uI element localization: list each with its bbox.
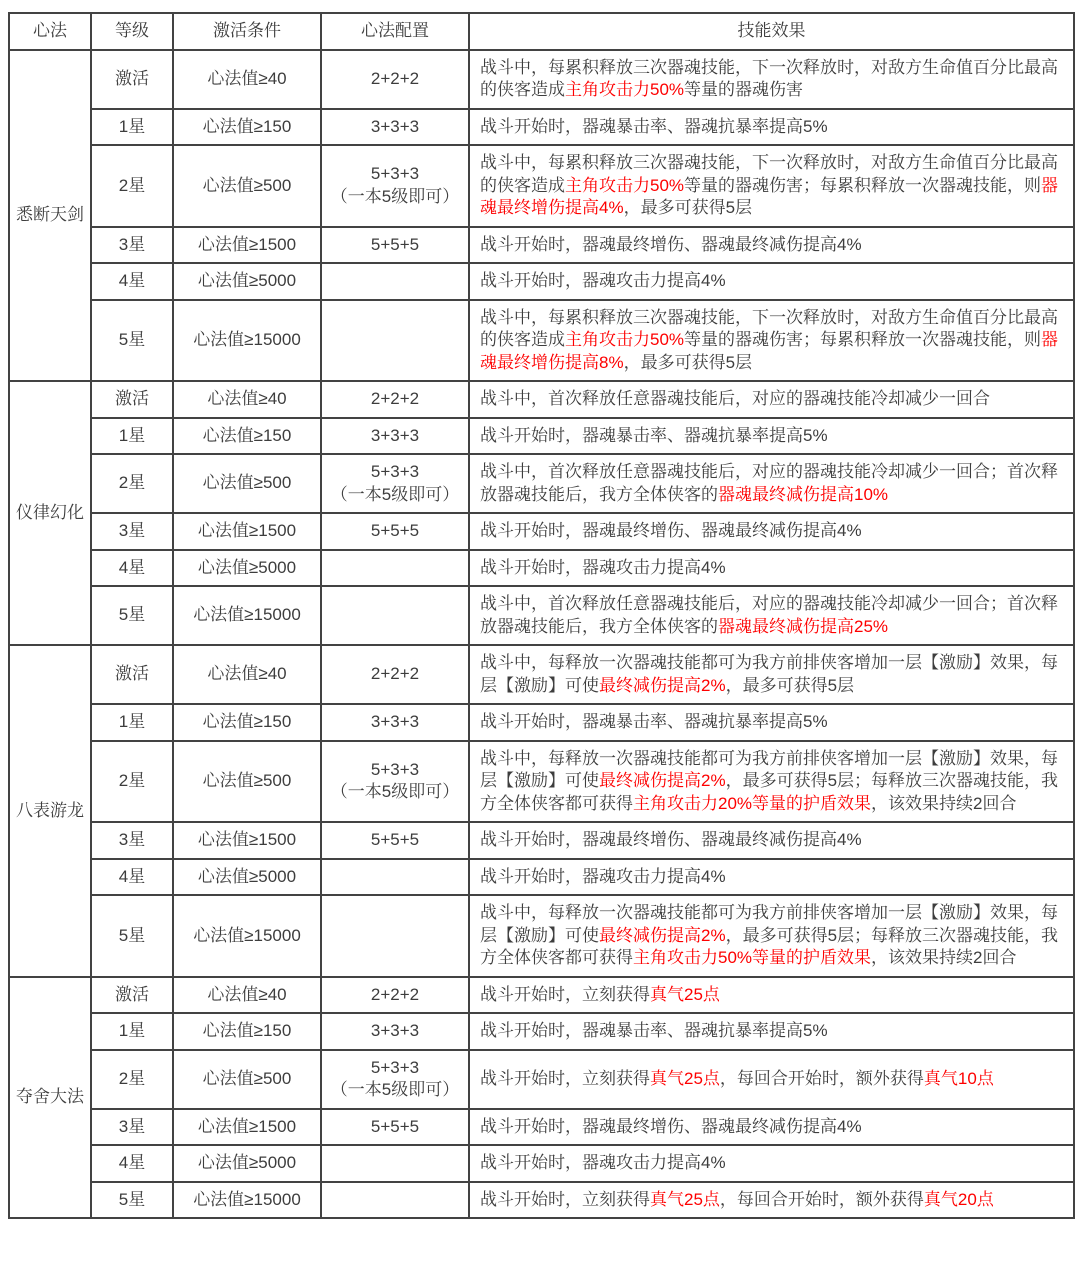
effect-highlight-red: 器魂最终减伤提高10% [718,484,889,504]
level-cell: 激活 [91,381,173,418]
xinfa-config-cell [321,1145,469,1182]
config-line: 5+3+3 [370,164,420,184]
skill-effect-cell [469,418,1074,455]
effect-highlight-red: 器魂最终减伤提高25% [718,616,889,636]
effect-text-segment: 等量的器魂伤害；每累积释放一次器魂技能，则 [684,175,1042,195]
level-cell: 2星 [91,454,173,513]
effect-text-segment: 战斗开始时，立刻获得 [480,984,650,1004]
effect-highlight-red: 主角攻击力50% [565,80,685,99]
activation-condition-cell: 心法值≥5000 [173,1145,321,1182]
effect-text-segment: 战斗中，首次释放任意器魂技能后，对应的器魂技能冷却减少一回合；首次释放器魂技能后，我方全体侠客的 [480,594,1058,636]
effect-text-segment: ，该效果持续2回合 [871,948,1017,967]
xinfa-config-cell [321,1050,469,1109]
effect-text-segment: 战斗开始时，器魂攻击力提高4% [480,1153,726,1172]
table-row [9,227,1074,264]
table-row [9,109,1074,146]
level-cell: 4星 [91,1145,173,1182]
table-row [9,645,1074,704]
level-cell: 3星 [91,513,173,550]
activation-condition-cell: 心法值≥5000 [173,263,321,300]
effect-text-segment: 战斗中，每释放一次器魂技能都可为我方前排侠客增加一层【激励】效果，每层【激励】可使 [480,903,1058,945]
effect-text-segment: 战斗中，每累积释放三次器魂技能，下一次释放时，对敌方生命值百分比最高的侠客造成 [480,57,1058,99]
config-line: （一本5级即可） [330,186,460,206]
xinfa-config-cell [321,418,469,455]
skill-effect-cell [469,227,1074,264]
config-line: 5+3+3 [370,759,420,779]
config-line: 5+5+5 [370,830,420,849]
xinfa-config-cell [321,741,469,823]
level-cell: 激活 [91,977,173,1014]
effect-highlight-red: 最终减伤提高2% [599,675,726,695]
skill-effect-cell [469,645,1074,704]
table-row [9,1013,1074,1050]
effect-highlight-red: 真气10点 [923,1068,994,1088]
activation-condition-cell: 心法值≥500 [173,454,321,513]
effect-text-segment: 等量的器魂伤害；每累积释放一次器魂技能，则 [684,330,1042,349]
effect-text-segment: ，最多可获得5层；每释放三次器魂技能，我方全体侠客都可获得 [480,925,1059,967]
xinfa-config-cell [321,227,469,264]
effect-text-segment: 战斗中，每累积释放三次器魂技能，下一次释放时，对敌方生命值百分比最高的侠客造成 [480,153,1058,195]
config-line: 5+5+5 [370,234,420,254]
header-level: 等级 [91,13,173,50]
level-cell: 2星 [91,1050,173,1109]
skill-effect-cell [469,513,1074,550]
group-name-cell: 夺舍大法 [9,977,91,1219]
xinfa-config-cell [321,145,469,227]
skill-effect-cell [469,1182,1074,1219]
header-row [9,13,1074,50]
group-name-cell: 八表游龙 [9,645,91,977]
effect-highlight-red: 最终减伤提高2% [599,771,726,790]
header-activation-condition: 激活条件 [173,13,321,50]
activation-condition-cell: 心法值≥150 [173,1013,321,1050]
skill-effect-cell [469,109,1074,146]
activation-condition-cell: 心法值≥15000 [173,586,321,645]
table-row [9,704,1074,741]
xinfa-config-cell [321,513,469,550]
table-row [9,586,1074,645]
level-cell: 3星 [91,822,173,859]
activation-condition-cell: 心法值≥500 [173,145,321,227]
xinfa-config-cell [321,263,469,300]
skill-effect-cell [469,977,1074,1014]
effect-text-segment: 等量的器魂伤害 [684,80,804,99]
group-name-cell: 悉断天剑 [9,50,91,382]
table-row [9,1109,1074,1146]
xinfa-config-cell [321,550,469,587]
effect-highlight-red: 主角攻击力20%等量的护盾效果 [633,793,872,813]
activation-condition-cell: 心法值≥1500 [173,1109,321,1146]
config-line: （一本5级即可） [330,782,460,802]
xinfa-config-cell [321,586,469,645]
effect-text-segment: ，最多可获得5层 [623,198,753,217]
config-line: 3+3+3 [370,425,420,445]
config-line: 3+3+3 [370,116,420,136]
xinfa-config-cell [321,822,469,859]
config-line: （一本5级即可） [330,484,460,504]
xinfa-skill-table [8,12,1075,1219]
config-line: 3+3+3 [370,1021,420,1040]
header-xinfa-config: 心法配置 [321,13,469,50]
level-cell: 1星 [91,109,173,146]
xinfa-config-cell [321,50,469,109]
skill-effect-cell [469,263,1074,300]
skill-effect-cell [469,822,1074,859]
activation-condition-cell: 心法值≥40 [173,50,321,109]
effect-text-segment: 战斗开始时，器魂最终增伤、器魂最终减伤提高4% [480,1116,862,1136]
effect-text-segment: ，每回合开始时，额外获得 [719,1068,924,1088]
config-line: （一本5级即可） [330,1080,460,1099]
xinfa-config-cell [321,300,469,382]
skill-effect-cell [469,1013,1074,1050]
effect-text-segment: 战斗开始时，立刻获得 [480,1068,650,1088]
effect-text-segment: 战斗开始时，器魂攻击力提高4% [480,271,726,290]
effect-text-segment: 战斗开始时，器魂攻击力提高4% [480,866,726,886]
effect-text-segment: 战斗开始时，器魂暴击率、器魂抗暴率提高5% [480,116,828,136]
table-row [9,550,1074,587]
skill-effect-cell [469,300,1074,382]
skill-effect-cell [469,586,1074,645]
table-row [9,859,1074,896]
effect-text-segment: 战斗开始时，器魂最终增伤、器魂最终减伤提高4% [480,521,862,540]
table-row [9,418,1074,455]
effect-text-segment: 战斗中，每累积释放三次器魂技能，下一次释放时，对敌方生命值百分比最高的侠客造成 [480,307,1058,349]
xinfa-config-cell [321,859,469,896]
activation-condition-cell: 心法值≥5000 [173,550,321,587]
activation-condition-cell: 心法值≥150 [173,704,321,741]
level-cell: 5星 [91,1182,173,1219]
table-row [9,300,1074,382]
level-cell: 3星 [91,1109,173,1146]
table-row [9,1145,1074,1182]
effect-text-segment: ，最多可获得5层；每释放三次器魂技能，我方全体侠客都可获得 [480,771,1059,813]
table-row [9,977,1074,1014]
skill-effect-cell [469,741,1074,823]
activation-condition-cell: 心法值≥1500 [173,822,321,859]
activation-condition-cell: 心法值≥40 [173,977,321,1014]
activation-condition-cell: 心法值≥40 [173,381,321,418]
activation-condition-cell: 心法值≥15000 [173,1182,321,1219]
effect-text-segment: 战斗开始时，器魂暴击率、器魂抗暴率提高5% [480,425,828,445]
activation-condition-cell: 心法值≥150 [173,418,321,455]
config-line: 2+2+2 [370,389,420,408]
effect-text-segment: 战斗开始时，器魂暴击率、器魂抗暴率提高5% [480,712,828,731]
table-row [9,145,1074,227]
effect-text-segment: ，最多可获得5层 [725,675,855,695]
xinfa-config-cell [321,977,469,1014]
skill-effect-cell [469,859,1074,896]
skill-effect-cell [469,1109,1074,1146]
header-xinfa: 心法 [9,13,91,50]
effect-highlight-red: 器魂最终增伤提高4% [480,175,1059,217]
config-line: 3+3+3 [370,712,420,731]
config-line: 2+2+2 [370,984,420,1004]
table-row [9,513,1074,550]
xinfa-config-cell [321,109,469,146]
level-cell: 1星 [91,704,173,741]
xinfa-config-cell [321,645,469,704]
activation-condition-cell: 心法值≥40 [173,645,321,704]
config-line: 5+3+3 [370,462,420,481]
table-row [9,1050,1074,1109]
level-cell: 激活 [91,645,173,704]
effect-text-segment: 战斗开始时，器魂最终增伤、器魂最终减伤提高4% [480,830,862,849]
table-row [9,822,1074,859]
skill-effect-cell [469,1145,1074,1182]
config-line: 5+5+5 [370,1116,420,1136]
level-cell: 2星 [91,741,173,823]
effect-text-segment: 战斗开始时，器魂最终增伤、器魂最终减伤提高4% [480,234,862,254]
level-cell: 1星 [91,418,173,455]
config-line: 2+2+2 [370,68,420,88]
level-cell: 4星 [91,859,173,896]
effect-highlight-red: 主角攻击力50%等量的护盾效果 [633,948,872,967]
effect-text-segment: ，最多可获得5层 [623,352,753,372]
header-skill-effect: 技能效果 [469,13,1074,50]
level-cell: 4星 [91,550,173,587]
level-cell: 2星 [91,145,173,227]
activation-condition-cell: 心法值≥500 [173,1050,321,1109]
skill-effect-cell [469,704,1074,741]
skill-effect-cell [469,1050,1074,1109]
level-cell: 激活 [91,50,173,109]
effect-text-segment: 战斗中，每释放一次器魂技能都可为我方前排侠客增加一层【激励】效果，每层【激励】可使 [480,748,1058,790]
effect-highlight-red: 真气25点 [650,1068,720,1088]
level-cell: 5星 [91,300,173,382]
effect-highlight-red: 真气25点 [650,1189,720,1209]
config-line: 2+2+2 [370,664,420,684]
table-row [9,454,1074,513]
xinfa-config-cell [321,1182,469,1219]
xinfa-config-cell [321,704,469,741]
effect-highlight-red: 主角攻击力50% [565,330,685,349]
config-line: 5+3+3 [370,1057,420,1077]
activation-condition-cell: 心法值≥1500 [173,513,321,550]
activation-condition-cell: 心法值≥5000 [173,859,321,896]
xinfa-config-cell [321,1109,469,1146]
effect-text-segment: ，每回合开始时，额外获得 [719,1189,924,1209]
effect-highlight-red: 器魂最终增伤提高8% [480,330,1059,372]
effect-highlight-red: 最终减伤提高2% [599,925,726,945]
skill-effect-cell [469,550,1074,587]
effect-highlight-red: 真气25点 [650,984,720,1004]
effect-text-segment: 战斗中，每释放一次器魂技能都可为我方前排侠客增加一层【激励】效果，每层【激励】可使 [480,653,1058,695]
xinfa-config-cell [321,1013,469,1050]
xinfa-config-cell [321,381,469,418]
effect-text-segment: ，该效果持续2回合 [871,793,1017,813]
effect-text-segment: 战斗开始时，器魂暴击率、器魂抗暴率提高5% [480,1021,828,1040]
effect-highlight-red: 主角攻击力50% [565,175,685,195]
effect-text-segment: 战斗开始时，器魂攻击力提高4% [480,557,726,577]
table-row [9,1182,1074,1219]
skill-effect-cell [469,381,1074,418]
skill-effect-cell [469,50,1074,109]
table-row [9,263,1074,300]
xinfa-config-cell [321,895,469,977]
table-row [9,50,1074,109]
xinfa-config-cell [321,454,469,513]
level-cell: 5星 [91,586,173,645]
level-cell: 5星 [91,895,173,977]
table-row [9,895,1074,977]
table-row [9,741,1074,823]
skill-effect-cell [469,895,1074,977]
activation-condition-cell: 心法值≥15000 [173,895,321,977]
activation-condition-cell: 心法值≥150 [173,109,321,146]
skill-effect-cell [469,454,1074,513]
activation-condition-cell: 心法值≥15000 [173,300,321,382]
config-line: 5+5+5 [370,521,420,540]
activation-condition-cell: 心法值≥1500 [173,227,321,264]
effect-highlight-red: 真气20点 [923,1189,994,1209]
table-row [9,381,1074,418]
level-cell: 4星 [91,263,173,300]
effect-text-segment: 战斗中，首次释放任意器魂技能后，对应的器魂技能冷却减少一回合 [480,389,990,408]
effect-text-segment: 战斗开始时，立刻获得 [480,1189,650,1209]
level-cell: 1星 [91,1013,173,1050]
effect-text-segment: 战斗中，首次释放任意器魂技能后，对应的器魂技能冷却减少一回合；首次释放器魂技能后，我方全体侠客的 [480,462,1058,504]
skill-effect-cell [469,145,1074,227]
level-cell: 3星 [91,227,173,264]
group-name-cell: 仪律幻化 [9,381,91,645]
activation-condition-cell: 心法值≥500 [173,741,321,823]
